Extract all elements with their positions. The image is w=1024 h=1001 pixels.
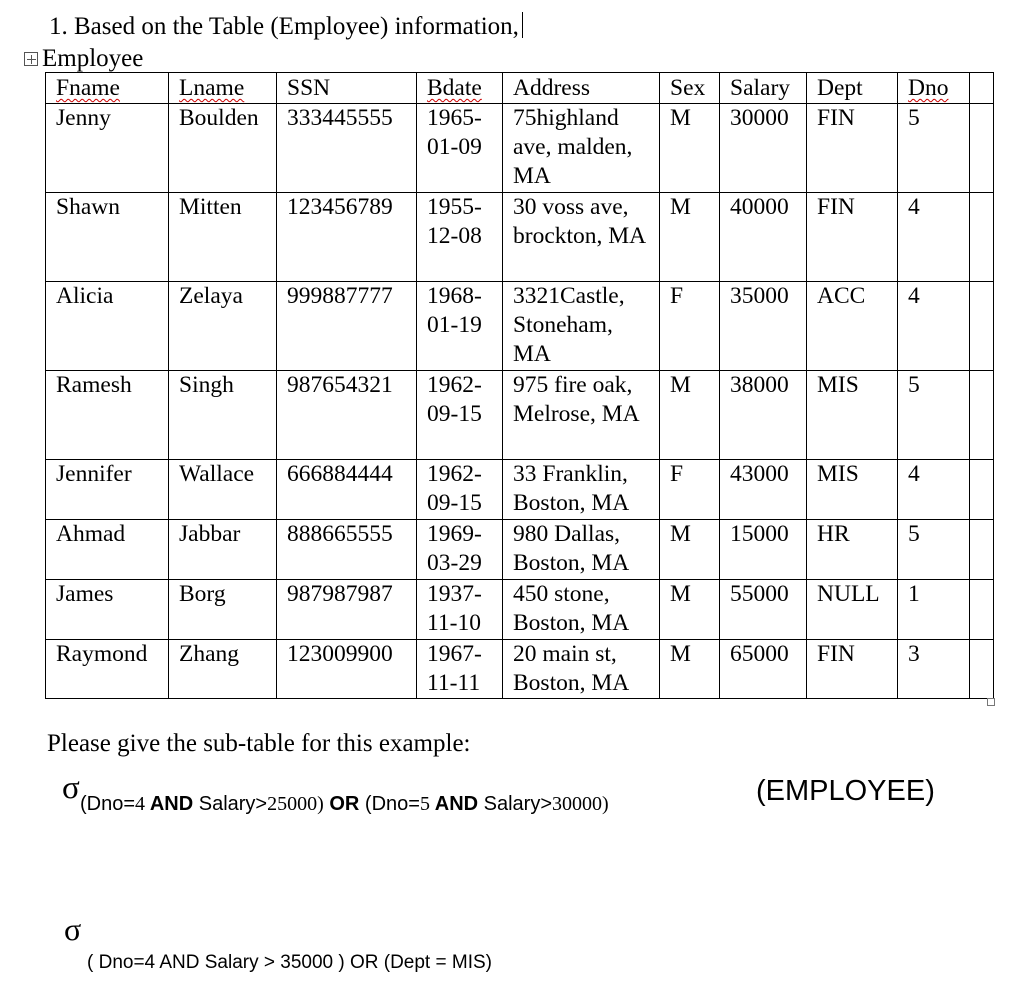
- cell-bdate: 1969-03-29: [417, 520, 503, 580]
- cell-ssn: 888665555: [277, 520, 417, 580]
- cell-sex: M: [660, 580, 720, 640]
- employee-table: [45, 72, 994, 699]
- relation-name: (EMPLOYEE): [756, 775, 935, 807]
- table-row: [46, 104, 994, 193]
- cell-sex: M: [660, 104, 720, 193]
- cell-dept: ACC: [807, 282, 898, 371]
- cell-address: 980 Dallas, Boston, MA: [503, 520, 660, 580]
- cell-dno: 5: [898, 520, 970, 580]
- cell-dno: 3: [898, 640, 970, 699]
- cell-ssn: 987987987: [277, 580, 417, 640]
- cell-address: 33 Franklin, Boston, MA: [503, 460, 660, 520]
- cell-sex: M: [660, 520, 720, 580]
- cell-address: 30 voss ave, brockton, MA: [503, 193, 660, 282]
- cell-ssn: 123456789: [277, 193, 417, 282]
- table-caption: [24, 44, 143, 74]
- cell-empty: [970, 640, 994, 699]
- question-label: 1. Based on the Table (Employee) information,: [49, 13, 519, 40]
- cell-sex: M: [660, 371, 720, 460]
- cell-dept: MIS: [807, 460, 898, 520]
- text-cursor: [522, 12, 523, 38]
- cell-address: 75highland ave, malden, MA: [503, 104, 660, 193]
- table-header-row: [46, 73, 994, 104]
- cell-lname: Boulden: [169, 104, 277, 193]
- cell-ssn: 333445555: [277, 104, 417, 193]
- cell-lname: Jabbar: [169, 520, 277, 580]
- cell-bdate: 1955-12-08: [417, 193, 503, 282]
- header-lname: Lname: [169, 73, 277, 104]
- cell-empty: [970, 520, 994, 580]
- cell-fname: James: [46, 580, 169, 640]
- cell-sex: M: [660, 193, 720, 282]
- cell-dept: NULL: [807, 580, 898, 640]
- cell-dno: 5: [898, 104, 970, 193]
- table-row: [46, 640, 994, 699]
- cell-empty: [970, 371, 994, 460]
- cell-fname: Ramesh: [46, 371, 169, 460]
- table-row: [46, 193, 994, 282]
- sigma-symbol: σ: [62, 770, 80, 806]
- table-row: [46, 460, 994, 520]
- header-dno: Dno: [898, 73, 970, 104]
- cell-dept: FIN: [807, 193, 898, 282]
- header-address: Address: [503, 73, 660, 104]
- cell-salary: 30000: [720, 104, 807, 193]
- question-text: [49, 12, 523, 42]
- cell-empty: [970, 282, 994, 371]
- cell-fname: Raymond: [46, 640, 169, 699]
- cell-lname: Zelaya: [169, 282, 277, 371]
- cell-fname: Alicia: [46, 282, 169, 371]
- header-fname: Fname: [46, 73, 169, 104]
- cell-bdate: 1937-11-10: [417, 580, 503, 640]
- cell-address: 450 stone, Boston, MA: [503, 580, 660, 640]
- cell-address: 3321Castle, Stoneham, MA: [503, 282, 660, 371]
- header-sex: Sex: [660, 73, 720, 104]
- cell-salary: 65000: [720, 640, 807, 699]
- cell-sex: F: [660, 282, 720, 371]
- cell-bdate: 1965-01-09: [417, 104, 503, 193]
- cell-empty: [970, 460, 994, 520]
- selection-formula-2: ( Dno=4 AND Salary > 35000 ) OR (Dept = MIS): [87, 952, 492, 973]
- cell-dept: MIS: [807, 371, 898, 460]
- cell-lname: Singh: [169, 371, 277, 460]
- header-dept: Dept: [807, 73, 898, 104]
- cell-lname: Borg: [169, 580, 277, 640]
- cell-salary: 43000: [720, 460, 807, 520]
- cell-lname: Mitten: [169, 193, 277, 282]
- cell-bdate: 1968-01-19: [417, 282, 503, 371]
- cell-salary: 35000: [720, 282, 807, 371]
- header-empty: [970, 73, 994, 104]
- cell-bdate: 1962-09-15: [417, 371, 503, 460]
- table-resize-handle[interactable]: [987, 698, 995, 706]
- cell-empty: [970, 104, 994, 193]
- cell-dno: 4: [898, 193, 970, 282]
- header-salary: Salary: [720, 73, 807, 104]
- cell-ssn: 999887777: [277, 282, 417, 371]
- table-row: [46, 282, 994, 371]
- header-bdate: Bdate: [417, 73, 503, 104]
- cell-dept: FIN: [807, 104, 898, 193]
- cell-fname: Jennifer: [46, 460, 169, 520]
- sigma-symbol-2: σ: [64, 911, 82, 947]
- cell-dept: HR: [807, 520, 898, 580]
- selection-condition: (Dno=4 AND Salary>25000) OR (Dno=5 AND Salary>30000): [80, 793, 609, 815]
- cell-dno: 1: [898, 580, 970, 640]
- cell-dno: 4: [898, 460, 970, 520]
- cell-bdate: 1962-09-15: [417, 460, 503, 520]
- cell-bdate: 1967-11-11: [417, 640, 503, 699]
- cell-dno: 5: [898, 371, 970, 460]
- cell-lname: Zhang: [169, 640, 277, 699]
- cell-empty: [970, 580, 994, 640]
- cell-sex: F: [660, 460, 720, 520]
- header-ssn: SSN: [277, 73, 417, 104]
- cell-ssn: 666884444: [277, 460, 417, 520]
- cell-fname: Jenny: [46, 104, 169, 193]
- cell-empty: [970, 193, 994, 282]
- cell-dno: 4: [898, 282, 970, 371]
- cell-salary: 55000: [720, 580, 807, 640]
- table-row: [46, 580, 994, 640]
- cell-dept: FIN: [807, 640, 898, 699]
- cell-fname: Ahmad: [46, 520, 169, 580]
- table-caption-label: Employee: [42, 45, 144, 72]
- cell-salary: 40000: [720, 193, 807, 282]
- cell-ssn: 123009900: [277, 640, 417, 699]
- cell-address: 975 fire oak, Melrose, MA: [503, 371, 660, 460]
- cell-salary: 15000: [720, 520, 807, 580]
- cell-lname: Wallace: [169, 460, 277, 520]
- cell-ssn: 987654321: [277, 371, 417, 460]
- table-row: [46, 520, 994, 580]
- cell-address: 20 main st, Boston, MA: [503, 640, 660, 699]
- prompt-text: Please give the sub-table for this example:: [47, 730, 471, 757]
- cell-salary: 38000: [720, 371, 807, 460]
- table-row: [46, 371, 994, 460]
- table-move-handle-icon[interactable]: [24, 52, 38, 66]
- cell-fname: Shawn: [46, 193, 169, 282]
- cell-sex: M: [660, 640, 720, 699]
